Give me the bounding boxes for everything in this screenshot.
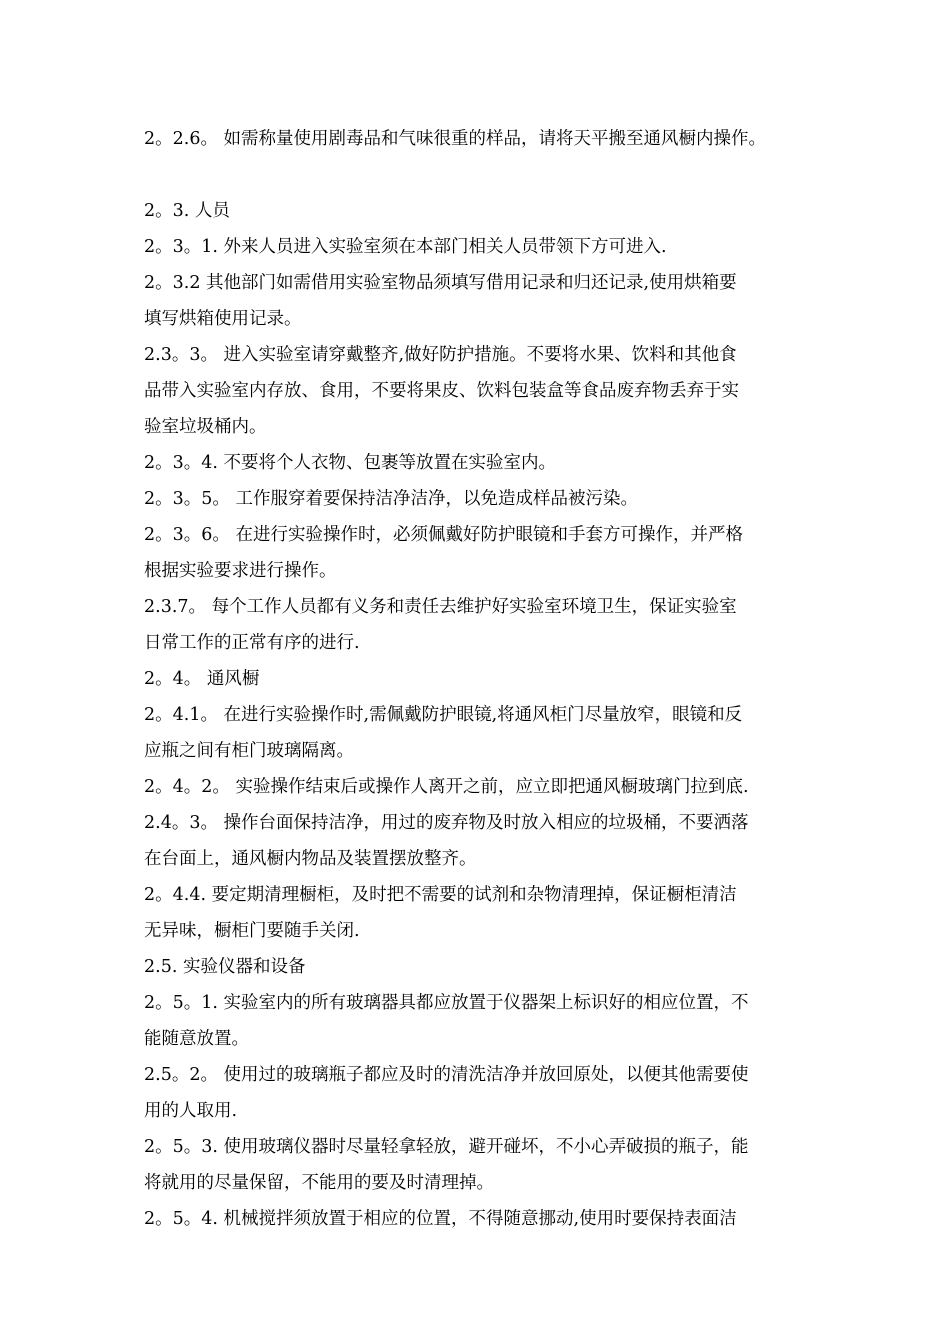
text-line: 应瓶之间有柜门玻璃隔离。	[144, 741, 354, 761]
text-line: 2。4.4. 要定期清理橱柜，及时把不需要的试剂和杂物清理掉，保证橱柜清洁	[144, 885, 737, 905]
section-heading: 2。3. 人员	[144, 201, 230, 221]
text-line: 2.4。3。 操作台面保持洁净，用过的废弃物及时放入相应的垃圾桶，不要洒落	[144, 813, 749, 833]
text-line: 2。5。3. 使用玻璃仪器时尽量轻拿轻放，避开碰坏，不小心弄破损的瓶子，能	[144, 1137, 749, 1157]
text-line: 2。3。4. 不要将个人衣物、包裹等放置在实验室内。	[144, 453, 557, 473]
text-line: 在台面上，通风橱内物品及装置摆放整齐。	[144, 849, 477, 869]
text-line: 2。3.2 其他部门如需借用实验室物品须填写借用记录和归还记录,使用烘箱要	[144, 273, 737, 293]
text-line: 根据实验要求进行操作。	[144, 561, 337, 581]
text-line: 日常工作的正常有序的进行.	[144, 633, 360, 653]
text-line: 2。3。1. 外来人员进入实验室须在本部门相关人员带领下方可进入.	[144, 237, 667, 257]
text-line: 2。4.1。 在进行实验操作时,需佩戴防护眼镜,将通风柜门尽量放窄，眼镜和反	[144, 705, 743, 725]
text-line: 2。4。2。 实验操作结束后或操作人离开之前，应立即把通风橱玻璃门拉到底.	[144, 777, 749, 797]
text-line: 2。5。1. 实验室内的所有玻璃器具都应放置于仪器架上标识好的相应位置，不	[144, 993, 749, 1013]
text-line: 填写烘箱使用记录。	[144, 309, 302, 329]
text-line: 2.3。3。 进入实验室请穿戴整齐,做好防护措施。不要将水果、饮料和其他食	[144, 345, 737, 365]
text-line: 2。5。4. 机械搅拌须放置于相应的位置，不得随意挪动,使用时要保持表面洁	[144, 1209, 737, 1229]
section-heading: 2.5. 实验仪器和设备	[144, 957, 306, 977]
text-line: 能随意放置。	[144, 1029, 249, 1049]
text-line: 验室垃圾桶内。	[144, 417, 267, 437]
text-line: 将就用的尽量保留，不能用的要及时清理掉。	[144, 1173, 494, 1193]
text-line: 2.3.7。 每个工作人员都有义务和责任去维护好实验室环境卫生，保证实验室	[144, 597, 737, 617]
text-line: 2。3。5。 工作服穿着要保持洁净洁净，以免造成样品被污染。	[144, 489, 638, 509]
text-line: 无异味，橱柜门要随手关闭.	[144, 921, 360, 941]
section-heading: 2。4。 通风橱	[144, 669, 260, 689]
text-line: 2。2.6。 如需称量使用剧毒品和气味很重的样品，请将天平搬至通风橱内操作。	[144, 129, 767, 149]
text-line: 2.5。2。 使用过的玻璃瓶子都应及时的清洗洁净并放回原处，以便其他需要使	[144, 1065, 749, 1085]
text-line: 品带入实验室内存放、食用，不要将果皮、饮料包装盒等食品废弃物丢弃于实	[144, 381, 739, 401]
text-line: 用的人取用.	[144, 1101, 238, 1121]
text-line: 2。3。6。 在进行实验操作时，必须佩戴好防护眼镜和手套方可操作，并严格	[144, 525, 743, 545]
